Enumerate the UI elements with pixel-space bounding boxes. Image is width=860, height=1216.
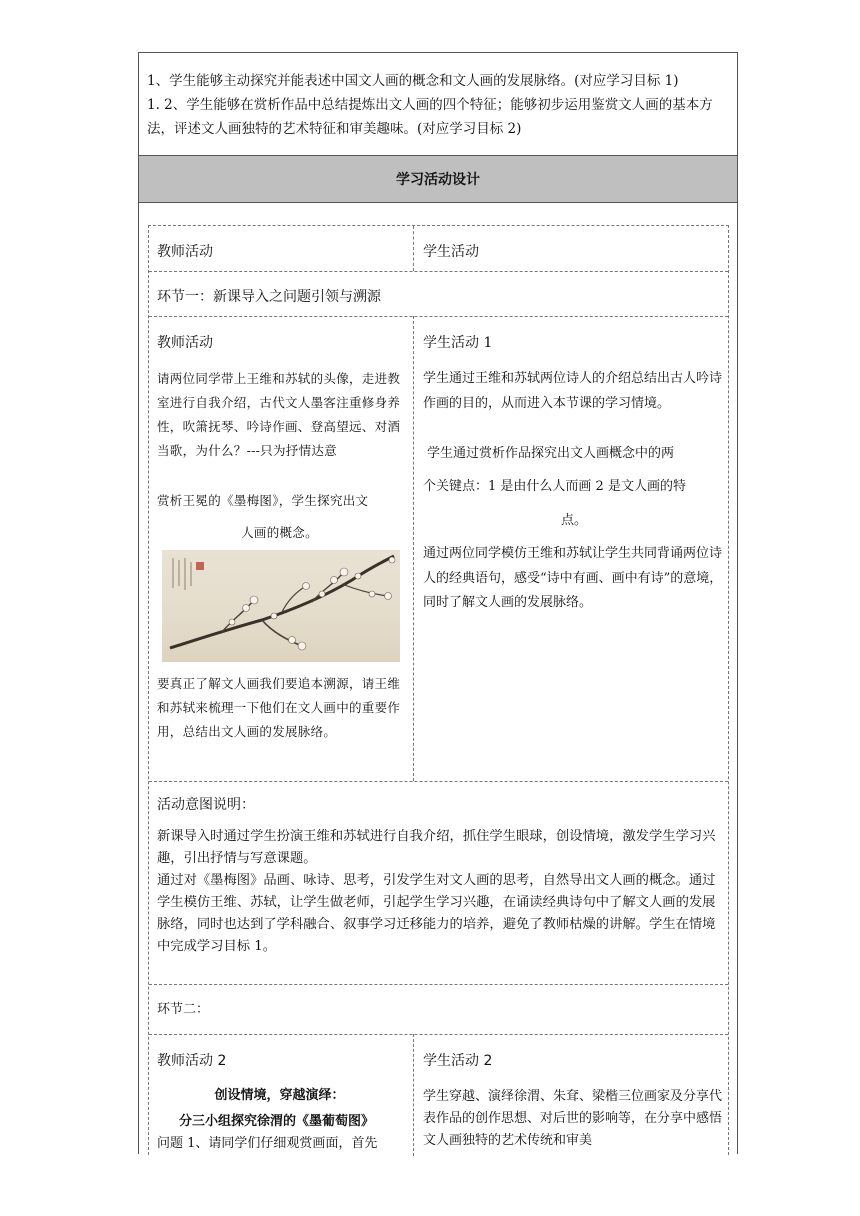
row-divider (149, 984, 728, 985)
stage2-teacher-heading-1: 创设情境，穿越演绎： (214, 1088, 345, 1103)
stage1-student-text-1: 学生通过王维和苏轼两位诗人的介绍总结出古人吟诗作画的目的，从而进入本节课的学习情境。 (423, 371, 723, 411)
student-column-header: 学生活动 (423, 244, 479, 260)
stage1-student-title: 学生活动 1 (423, 335, 493, 351)
col-divider (413, 316, 414, 781)
activity-table (148, 225, 729, 1155)
stage2-teacher-text-1: 问题 1、请同学们仔细观赏画面，首先 (157, 1136, 378, 1151)
stage2-student-text-1: 学生穿越、演绎徐渭、朱耷、梁楷三位画家及分享代表作品的创作思想、对后世的影响等，在分享中感悟文人画独特的艺术传统和审美 (423, 1089, 723, 1148)
stage2-student-title: 学生活动 2 (423, 1053, 493, 1069)
stage2-teacher-title: 教师活动 2 (157, 1053, 227, 1069)
stage1-teacher-text-3: 要真正了解文人画我们要追本溯源，请王维和苏轼来梳理一下他们在文人画中的重要作用，总结出文人画的发展脉络。 (157, 676, 401, 739)
row-divider (149, 271, 728, 272)
goal-2: 1. 2、学生能够在赏析作品中总结提炼出文人画的四个特征；能够初步运用鉴赏文人画的基本方法，评述文人画独特的艺术特征和审美趣味。(对应学习目标 2) (147, 97, 713, 137)
stage1-student-text-2b: 个关键点：1 是由什么人而画 2 是文人画的特 (423, 479, 686, 494)
row-divider (149, 781, 728, 782)
teacher-column-header: 教师活动 (157, 244, 213, 260)
lesson-plan-table (138, 52, 738, 1154)
stage2-title: 环节二： (157, 1002, 210, 1017)
stage1-teacher-text-2b: 人画的概念。 (241, 525, 318, 540)
row-divider (149, 1034, 728, 1035)
stage2-teacher-heading-2: 分三小组探究徐渭的《墨葡萄图》 (179, 1114, 375, 1129)
row-divider (149, 316, 728, 317)
intent-title: 活动意图说明： (157, 797, 255, 813)
stage1-student-text-3: 通过两位同学模仿王维和苏轼让学生共同背诵两位诗人的经典语句，感受“诗中有画、画中有诗”的意境，同时了解文人画的发展脉络。 (423, 546, 723, 610)
ink-plum-painting (162, 550, 400, 662)
stage1-title: 环节一：新课导入之问题引领与溯源 (157, 289, 381, 305)
stage1-student-text-2a: 学生通过赏析作品探究出文人画概念中的两 (427, 446, 675, 461)
stage1-teacher-text-1: 请两位同学带上王维和苏轼的头像，走进教室进行自我介绍，古代文人墨客注重修身养性，吹箫抚琴、吟诗作画、登高望远、对酒当歌，为什么？---只为抒情达意 (157, 371, 401, 458)
section-title: 学习活动设计 (139, 156, 737, 203)
learning-goals (147, 69, 737, 141)
col-divider (413, 226, 414, 271)
stage1-student-text-2c: 点。 (560, 513, 587, 528)
stage1-teacher-title: 教师活动 (157, 335, 213, 351)
intent-text-2: 通过对《墨梅图》品画、咏诗、思考，引发学生对文人画的思考，自然导出文人画的概念。通过学生模仿王维、苏轼，让学生做老师，引起学生学习兴趣，在诵读经典诗句中了解文人画的发展脉络，同时也达到了学科融合、叙事学习迁移能力的培养，避免了教师枯燥的讲解。学生在情境中完成学习目标 1。 (157, 873, 716, 954)
intent-text-1: 新课导入时通过学生扮演王维和苏轼进行自我介绍，抓住学生眼球，创设情境，激发学生学习兴趣，引出抒情与写意课题。 (157, 829, 716, 866)
stage1-teacher-text-2a: 赏析王冕的《墨梅图》，学生探究出文 (157, 493, 369, 508)
goal-1: 1、学生能够主动探究并能表述中国文人画的概念和文人画的发展脉络。(对应学习目标 1) (147, 73, 679, 89)
col-divider (413, 1034, 414, 1156)
